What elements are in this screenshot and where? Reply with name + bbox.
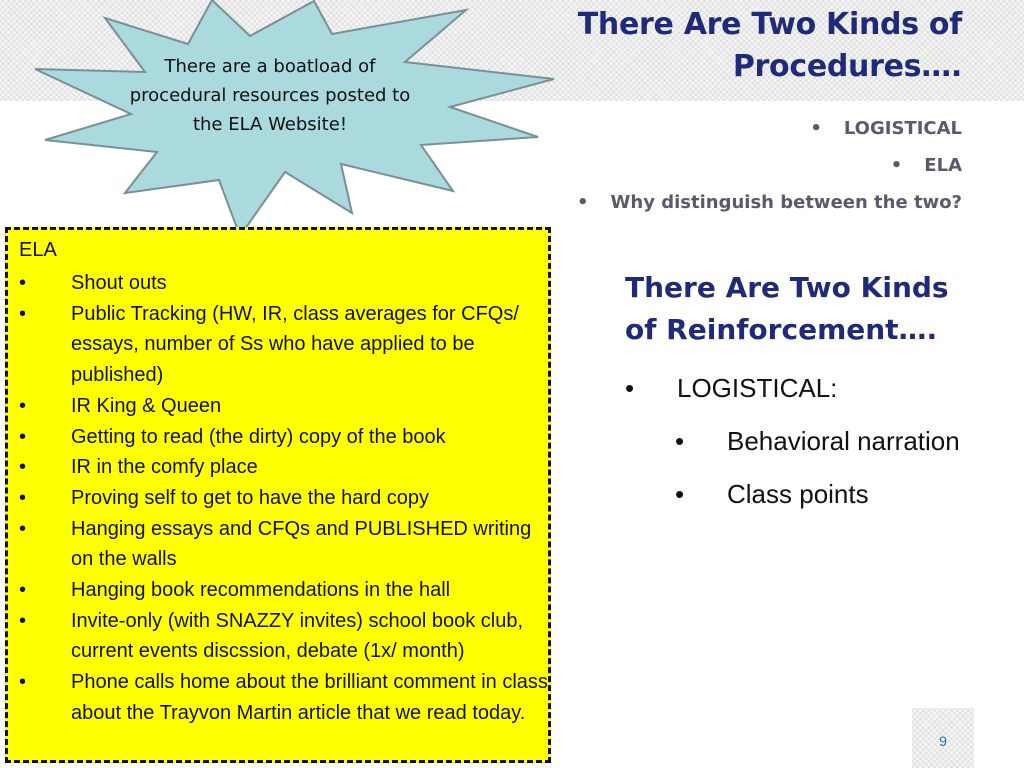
list-item-text: Hanging essays and CFQs and PUBLISHED writing on the walls xyxy=(71,517,532,571)
list-item xyxy=(19,299,549,391)
list-item xyxy=(19,667,549,728)
reinforcement-main-label: LOGISTICAL: xyxy=(677,373,838,403)
list-item-text: IR King & Queen xyxy=(71,394,222,417)
bullet-icon: • xyxy=(577,192,589,213)
list-item xyxy=(19,391,549,422)
bullet-icon: • xyxy=(19,486,27,509)
list-item xyxy=(19,452,549,483)
list-item xyxy=(19,422,549,453)
reinforcement-heading: There Are Two Kinds of Reinforcement…. xyxy=(625,271,949,346)
bullet-icon: • xyxy=(19,456,27,479)
reinforcement-sub-label: Class points xyxy=(727,479,869,509)
bullet-icon: • xyxy=(19,394,27,417)
reinforcement-sub-label: Behavioral narration xyxy=(727,426,960,456)
list-item xyxy=(19,606,549,667)
list-item-text: IR in the comfy place xyxy=(71,456,258,479)
list-item-text: Invite-only (with SNAZZY invites) school book club, current events discssion, debate (1x/ month) xyxy=(71,609,524,663)
list-item-text: Phone calls home about the brilliant comment in class about the Trayvon Martin article that we read today. xyxy=(71,671,548,724)
bullet-icon: • xyxy=(19,609,27,632)
ela-box-list xyxy=(19,268,549,729)
procedures-item-label: LOGISTICAL xyxy=(843,118,962,139)
procedures-item-label: Why distinguish between the two? xyxy=(610,192,962,213)
list-item xyxy=(19,514,549,575)
bullet-icon: • xyxy=(19,671,27,694)
list-item xyxy=(19,575,549,606)
bullet-icon: • xyxy=(19,579,27,602)
list-item-text: Public Tracking (HW, IR, class averages for CFQs/ essays, number of Ss who have applied to be published) xyxy=(71,302,519,387)
bullet-icon: • xyxy=(675,426,685,456)
bullet-icon: • xyxy=(19,272,27,294)
bullet-icon: • xyxy=(675,479,685,509)
bullet-icon: • xyxy=(810,118,822,139)
procedures-item-label: ELA xyxy=(924,155,962,176)
reinforcement-list xyxy=(625,370,960,529)
list-item-text: Hanging book recommendations in the hall xyxy=(71,579,451,602)
callout-text: There are a boatload of procedural resources posted to the ELA Website! xyxy=(129,56,411,135)
list-item-text: Shout outs xyxy=(71,272,167,294)
ela-box-heading: ELA xyxy=(19,239,57,261)
reinforcement-sub-item xyxy=(625,476,960,512)
list-item-text: Proving self to get to have the hard copy xyxy=(71,486,429,509)
page-number: 9 xyxy=(939,733,947,749)
bullet-icon: • xyxy=(19,302,27,325)
list-item xyxy=(19,268,549,299)
list-item-text: Getting to read (the dirty) copy of the book xyxy=(71,425,446,448)
ela-reinforcement-box xyxy=(5,227,551,763)
list-item xyxy=(19,483,549,514)
bullet-icon: • xyxy=(19,517,27,540)
reinforcement-main-item xyxy=(625,370,960,406)
bullet-icon: • xyxy=(19,425,27,448)
bullet-icon: • xyxy=(890,155,903,176)
reinforcement-sub-item xyxy=(625,423,960,459)
bullet-icon: • xyxy=(625,373,635,403)
slide-title: There Are Two Kinds of Procedures…. xyxy=(577,7,962,84)
